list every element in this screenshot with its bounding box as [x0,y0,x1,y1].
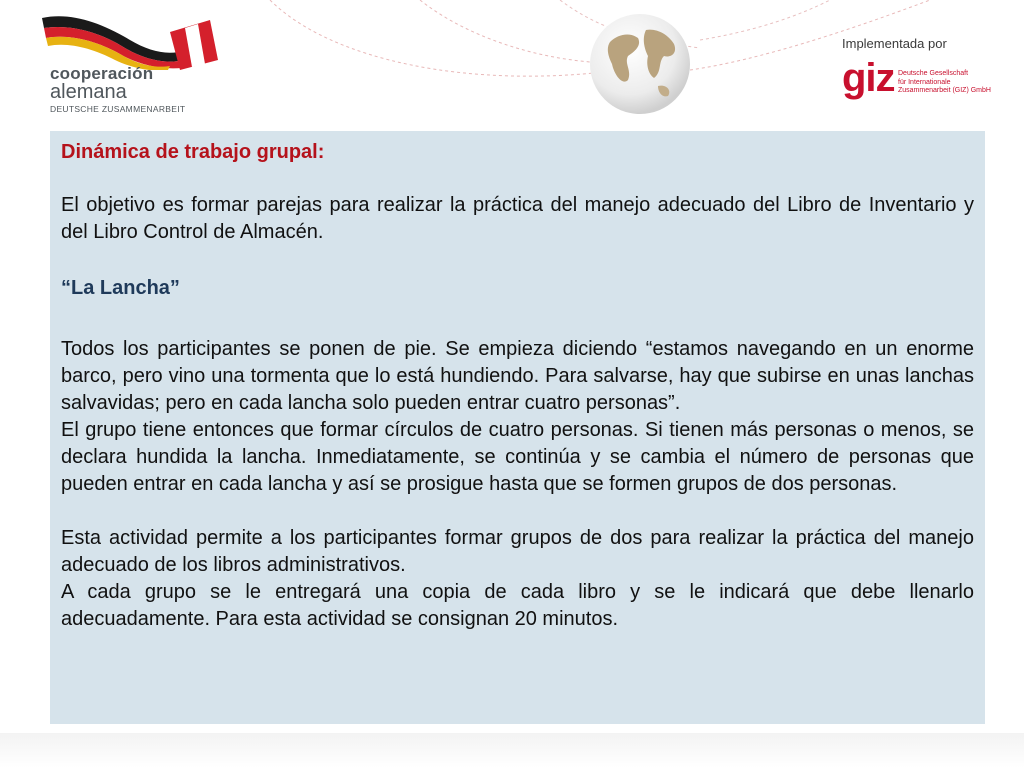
logo-text-deutsche: DEUTSCHE ZUSAMMENARBEIT [50,104,186,114]
flag-ribbon-icon [40,10,230,70]
slide-header [0,0,1024,130]
footer-band [0,733,1024,768]
paragraph-2: El grupo tiene entonces que formar círculos de cuatro personas. Si tienen más personas o menos, se declara hundida la lancha. Inmediatamente, se continúa y se cambia el número de personas que pueden entrar en cada lancha y así se prosigue hasta que se formen grupos de dos personas. [61,419,974,495]
paragraph-4: A cada grupo se le entregará una copia de cada libro y se le indicará que debe llenarlo adecuadamente. Para esta actividad se consignan 20 minutos. [61,581,974,630]
cooperacion-alemana-logo [40,10,240,120]
logo-text-cooperacion: cooperación [50,64,154,83]
content-box [50,131,985,724]
giz-org-name: Deutsche Gesellschaft für Internationale Zusammenarbeit (GIZ) GmbH [898,70,991,94]
implemented-by-label: Implementada por [842,36,947,51]
giz-logo [842,36,1012,106]
logo-text-alemana: alemana [50,81,127,103]
globe-icon [588,12,692,116]
activity-title: Dinámica de trabajo grupal: [61,141,325,163]
paragraph-3: Esta actividad permite a los participantes formar grupos de dos para realizar la práctica del manejo adecuado de los libros administrativos. [61,527,974,576]
giz-wordmark: giz [842,56,895,100]
paragraph-1: Todos los participantes se ponen de pie. Se empieza diciendo “estamos navegando en un enorme barco, pero vino una tormenta que lo está hundiendo. Para salvarse, hay que subirse en unas lanchas salvavidas; pero en cada lancha solo pueden entrar cuatro personas”. [61,338,974,414]
activity-subtitle: “La Lancha” [61,277,180,299]
objective-paragraph: El objetivo es formar parejas para realizar la práctica del manejo adecuado del Libro de Inventario y del Libro Control de Almacén. [61,194,974,243]
